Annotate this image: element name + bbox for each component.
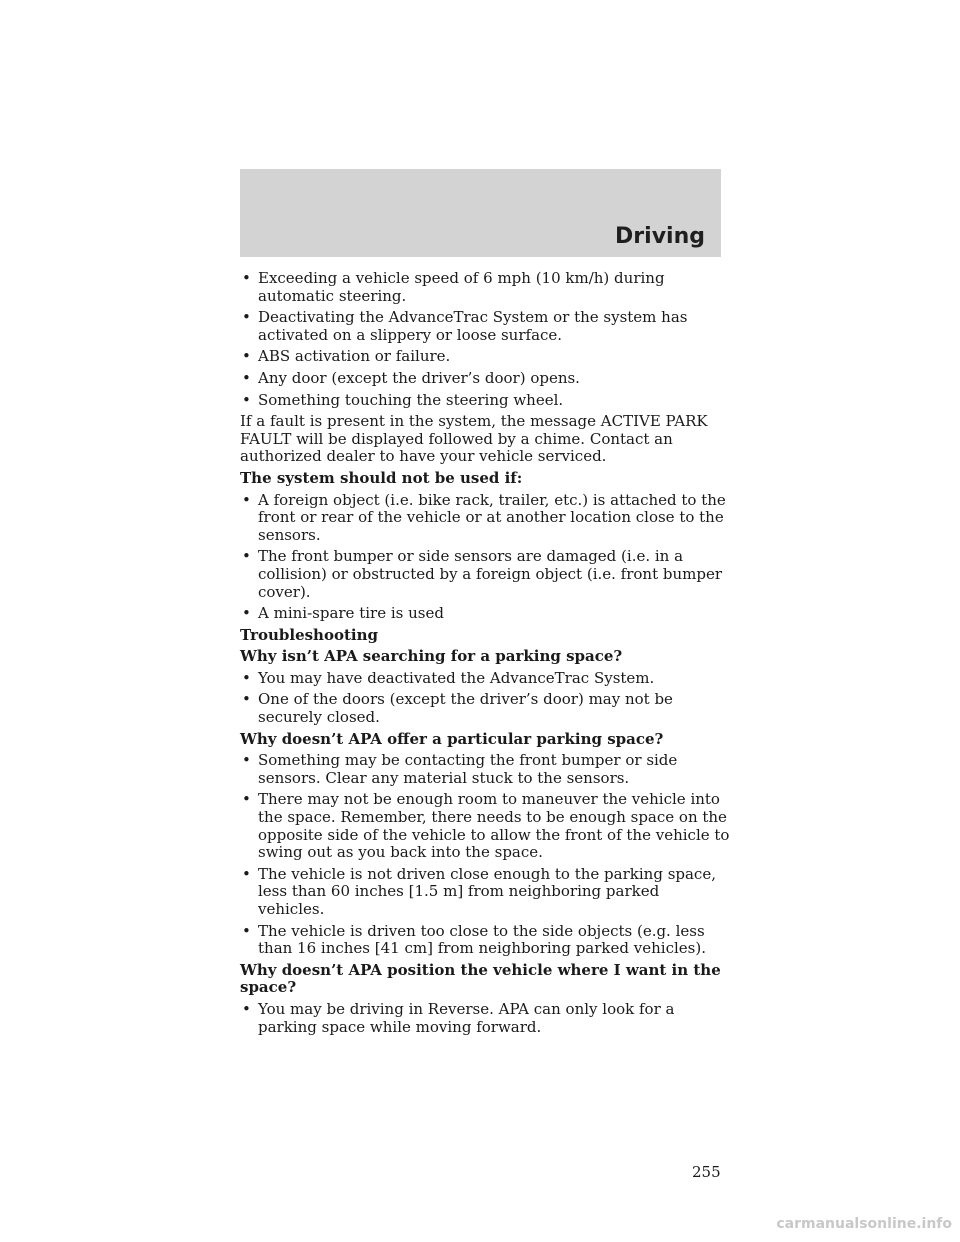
page-number: 255 [692, 1163, 721, 1181]
bullet-item: • There may not be enough room to maneuver the vehicle into the space. Remember, there needs to be enough space on the opposite side of the vehicle to allow the front of the vehicle to swing out as you back into the space. [240, 791, 730, 861]
section-title: Driving [615, 224, 705, 249]
subheading: Why doesn’t APA offer a particular parking space? [240, 729, 664, 748]
bullet-item: • One of the doors (except the driver’s door) may not be securely closed. [240, 691, 730, 726]
bullet-item: • A mini-spare tire is used [240, 605, 730, 623]
footer-watermark: carmanualsonline.info [776, 1216, 952, 1232]
bullet-item: • Something touching the steering wheel. [240, 392, 730, 410]
subheading: Why doesn’t APA position the vehicle where I want in the space? [240, 960, 721, 997]
subheading: The system should not be used if: [240, 468, 523, 487]
bullet-item: • Something may be contacting the front bumper or side sensors. Clear any material stuck to the sensors. [240, 752, 730, 787]
bullet-item: • The vehicle is driven too close to the side objects (e.g. less than 16 inches [41 cm] from neighboring parked vehicles). [240, 923, 730, 958]
bullet-item: • The front bumper or side sensors are damaged (i.e. in a collision) or obstructed by a foreign object (i.e. front bumper cover). [240, 548, 730, 601]
bullet-item: • You may be driving in Reverse. APA can only look for a parking space while moving forward. [240, 1001, 730, 1036]
bullet-item: • ABS activation or failure. [240, 348, 730, 366]
bullet-item: • A foreign object (i.e. bike rack, trailer, etc.) is attached to the front or rear of the vehicle or at another location close to the sensors. [240, 492, 730, 545]
bullet-item: • Exceeding a vehicle speed of 6 mph (10 km/h) during automatic steering. [240, 270, 730, 305]
subheading: Troubleshooting [240, 625, 378, 644]
paragraph: If a fault is present in the system, the message ACTIVE PARK FAULT will be displayed followed by a chime. Contact an authorized dealer to have your vehicle serviced. [240, 412, 708, 466]
page-content [240, 270, 730, 1040]
section-header-band [240, 169, 721, 257]
bullet-item: • The vehicle is not driven close enough to the parking space, less than 60 inches [1.5 m] from neighboring parked vehicles. [240, 866, 730, 919]
subheading: Why isn’t APA searching for a parking space? [240, 647, 623, 666]
bullet-item: • Any door (except the driver’s door) opens. [240, 370, 730, 388]
bullet-item: • Deactivating the AdvanceTrac System or the system has activated on a slippery or loose surface. [240, 309, 730, 344]
bullet-item: • You may have deactivated the AdvanceTrac System. [240, 670, 730, 688]
